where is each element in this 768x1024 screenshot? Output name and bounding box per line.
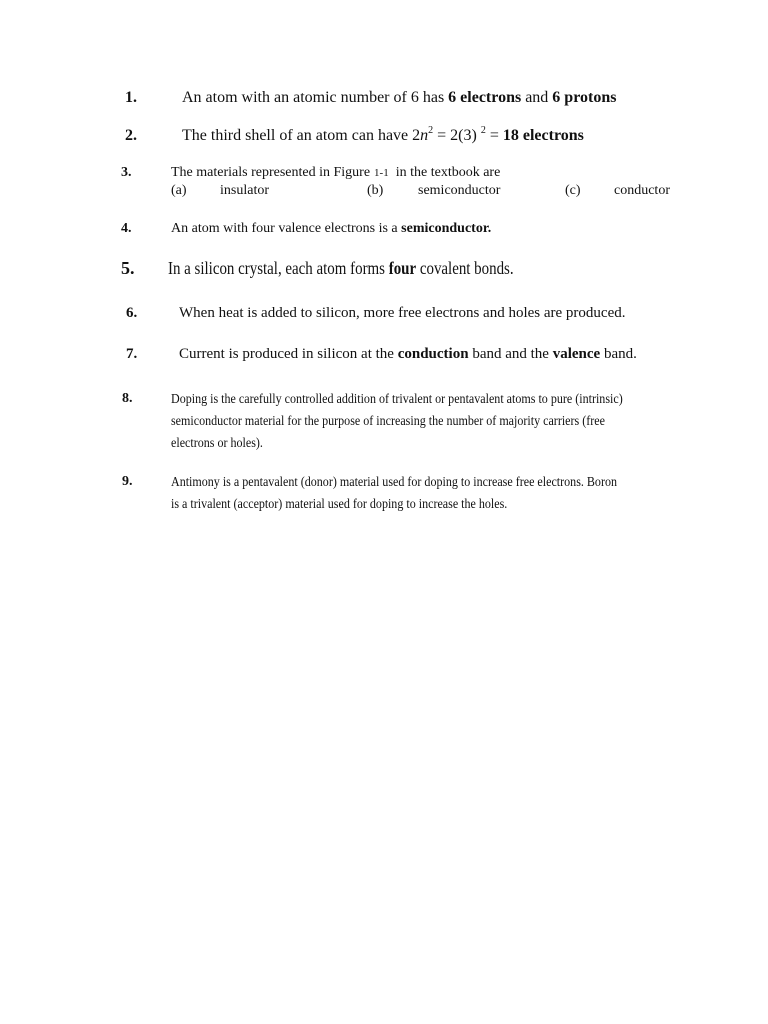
item-number: 7. <box>126 346 138 362</box>
option-value: semiconductor <box>418 183 501 198</box>
item-number: 6. <box>126 305 138 321</box>
item-text: An atom with four valence electrons is a semiconductor. <box>171 221 492 236</box>
item-number: 9. <box>122 474 133 489</box>
item-text: When heat is added to silicon, more free electrons and holes are produced. <box>179 305 626 321</box>
option-value: conductor <box>614 183 670 198</box>
answer-options <box>0 183 768 203</box>
item-paragraph <box>171 389 768 455</box>
item-text: In a silicon crystal, each atom forms four covalent bonds. <box>168 258 514 278</box>
paragraph-line: is a trivalent (acceptor) material used for doping to increase the holes. <box>171 497 508 512</box>
item-text: The materials represented in Figure 1-1 in the textbook are <box>171 165 501 180</box>
item-number: 4. <box>121 221 132 236</box>
option-label: (c) <box>565 183 581 198</box>
item-text: An atom with an atomic number of 6 has 6 electrons and 6 protons <box>182 89 617 106</box>
item-paragraph <box>171 472 768 516</box>
paragraph-line: electrons or holes). <box>171 436 263 451</box>
item-number: 3. <box>121 165 132 180</box>
option-label: (b) <box>367 183 384 198</box>
item-number: 8. <box>122 391 133 406</box>
paragraph-line: Doping is the carefully controlled addition of trivalent or pentavalent atoms to pure (intrinsic) <box>171 392 623 407</box>
paragraph-line: semiconductor material for the purpose of increasing the number of majority carriers (free <box>171 414 605 429</box>
item-number: 1. <box>125 89 137 106</box>
option-label: (a) <box>171 183 187 198</box>
item-number: 5. <box>121 258 135 278</box>
item-text: The third shell of an atom can have $2n^2 = 2(3) ^2 = 18$ electrons <box>182 124 584 144</box>
item-text: Current is produced in silicon at the conduction band and the valence band. <box>179 346 637 362</box>
option-value: insulator <box>220 183 269 198</box>
item-number: 2. <box>125 127 137 144</box>
figure-reference: 1-1 <box>374 167 389 179</box>
paragraph-line: Antimony is a pentavalent (donor) material used for doping to increase free electrons. Boron <box>171 475 618 490</box>
